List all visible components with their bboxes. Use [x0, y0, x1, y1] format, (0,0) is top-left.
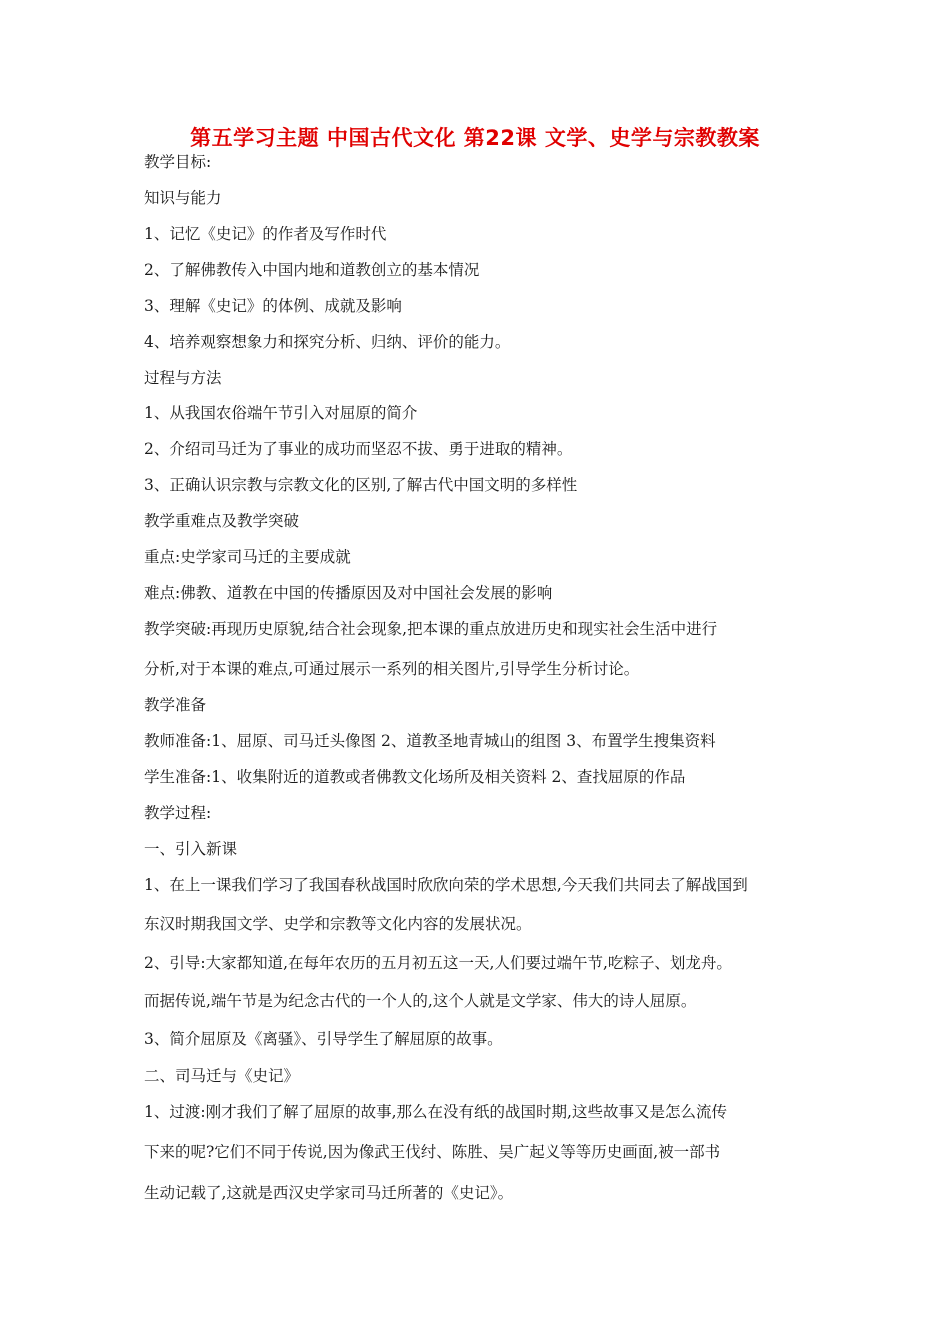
- text-line: 一、引入新课: [144, 840, 238, 858]
- text-line: 教学重难点及教学突破: [144, 512, 300, 530]
- text-line: 1、在上一课我们学习了我国春秋战国时欣欣向荣的学术思想,今天我们共同去了解战国到: [144, 876, 748, 894]
- text-line: 3、简介屈原及《离骚》、引导学生了解屈原的故事。: [144, 1030, 503, 1048]
- text-line: 过程与方法: [144, 369, 222, 387]
- text-line: 4、培养观察想象力和探究分析、归纳、评价的能力。: [144, 333, 511, 351]
- text-line: 教学目标:: [144, 153, 212, 171]
- text-line: 教学过程:: [144, 804, 212, 822]
- document-title: 第五学习主题 中国古代文化 第22课 文学、史学与宗教教案: [190, 126, 760, 150]
- text-line: 教学准备: [144, 696, 207, 714]
- text-line: 2、介绍司马迁为了事业的成功而坚忍不拔、勇于进取的精神。: [144, 440, 573, 458]
- text-line: 二、司马迁与《史记》: [144, 1067, 300, 1085]
- text-line: 重点:史学家司马迁的主要成就: [144, 548, 351, 566]
- text-line: 学生准备:1、收集附近的道教或者佛教文化场所及相关资料 2、查找屈原的作品: [144, 768, 686, 786]
- text-line: 3、正确认识宗教与宗教文化的区别,了解古代中国文明的多样性: [144, 476, 578, 494]
- text-line: 分析,对于本课的难点,可通过展示一系列的相关图片,引导学生分析讨论。: [144, 660, 640, 678]
- text-line: 教师准备:1、屈原、司马迁头像图 2、道教圣地青城山的组图 3、布置学生搜集资料: [144, 732, 716, 750]
- text-line: 知识与能力: [144, 189, 222, 207]
- text-line: 3、理解《史记》的体例、成就及影响: [144, 297, 402, 315]
- text-line: 1、从我国农俗端午节引入对屈原的简介: [144, 404, 418, 422]
- text-line: 2、引导:大家都知道,在每年农历的五月初五这一天,人们要过端午节,吃粽子、划龙舟。: [144, 954, 732, 972]
- text-line: 难点:佛教、道教在中国的传播原因及对中国社会发展的影响: [144, 584, 553, 602]
- text-line: 而据传说,端午节是为纪念古代的一个人的,这个人就是文学家、伟大的诗人屈原。: [144, 992, 697, 1010]
- text-line: 2、了解佛教传入中国内地和道教创立的基本情况: [144, 261, 480, 279]
- text-line: 生动记载了,这就是西汉史学家司马迁所著的《史记》。: [144, 1184, 514, 1202]
- text-line: 1、记忆《史记》的作者及写作时代: [144, 225, 387, 243]
- text-line: 下来的呢?它们不同于传说,因为像武王伐纣、陈胜、吴广起义等等历史画面,被一部书: [144, 1143, 721, 1161]
- text-line: 东汉时期我国文学、史学和宗教等文化内容的发展状况。: [144, 915, 532, 933]
- text-line: 教学突破:再现历史原貌,结合社会现象,把本课的重点放进历史和现实社会生活中进行: [144, 620, 718, 638]
- text-line: 1、过渡:刚才我们了解了屈原的故事,那么在没有纸的战国时期,这些故事又是怎么流传: [144, 1103, 727, 1121]
